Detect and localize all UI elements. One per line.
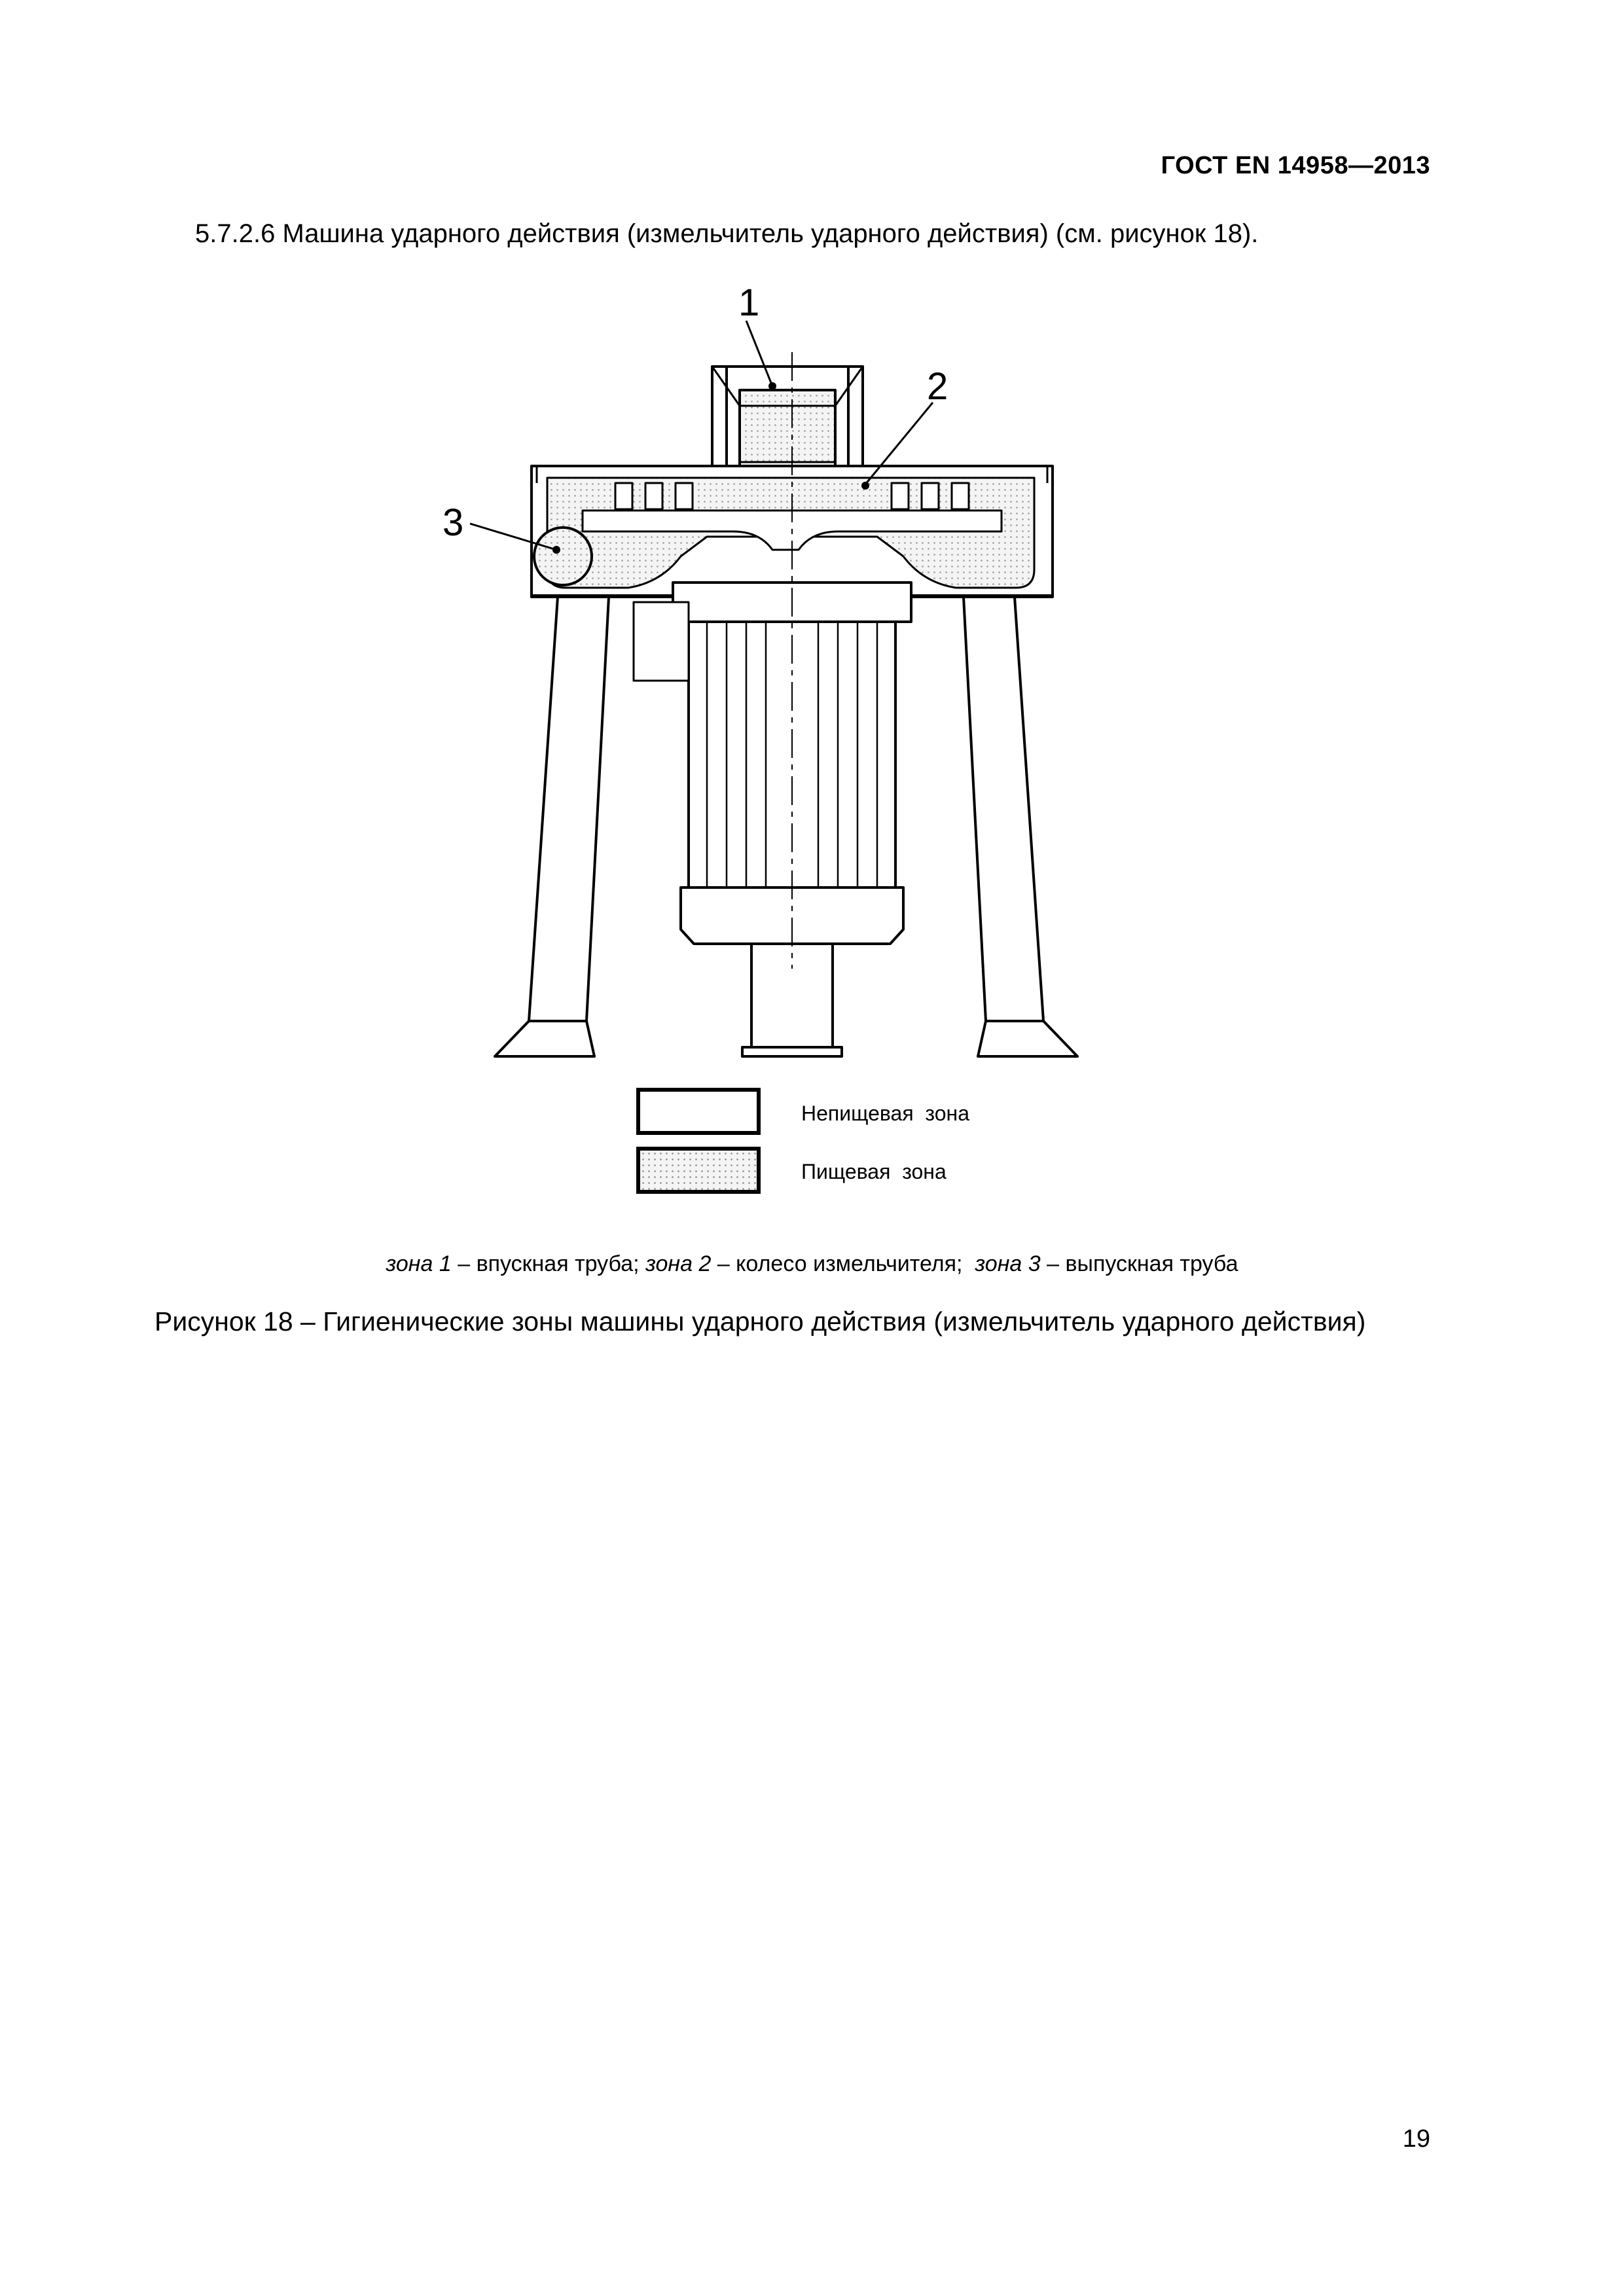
- motor: [634, 583, 911, 1056]
- figure-caption: Рисунок 18 – Гигиенические зоны машины ударного действия (измельчитель ударного действия): [154, 1306, 1366, 1336]
- legend-label-food: Пищевая зона: [801, 1160, 947, 1183]
- document-header: ГОСТ EN 14958—2013: [1161, 152, 1430, 179]
- inlet-pipe: [712, 367, 863, 478]
- figure-key: [0, 1251, 1624, 1277]
- impact-mill-drawing: [419, 275, 1152, 1073]
- page-number: 19: [1402, 2125, 1430, 2153]
- zone-2-desc: – колесо измельчителя;: [711, 1251, 975, 1276]
- legend-label-non-food: Непищевая зона: [801, 1102, 969, 1125]
- zone-2-term: зона 2: [645, 1251, 712, 1276]
- zone-1-desc: – впускная труба;: [451, 1251, 646, 1276]
- zone-1-term: зона 1: [386, 1251, 452, 1276]
- zone-3-term: зона 3: [975, 1251, 1041, 1276]
- callout-3: 3: [442, 501, 464, 544]
- legend-swatch-non-food: [636, 1088, 761, 1135]
- legend-swatch-food: [636, 1147, 761, 1194]
- callout-2: 2: [927, 365, 948, 408]
- callout-1: 1: [738, 281, 760, 324]
- clause-text: 5.7.2.6 Машина ударного действия (измельчитель ударного действия) (см. рисунок 18).: [195, 219, 1259, 248]
- zone-3-desc: – выпускная труба: [1040, 1251, 1238, 1276]
